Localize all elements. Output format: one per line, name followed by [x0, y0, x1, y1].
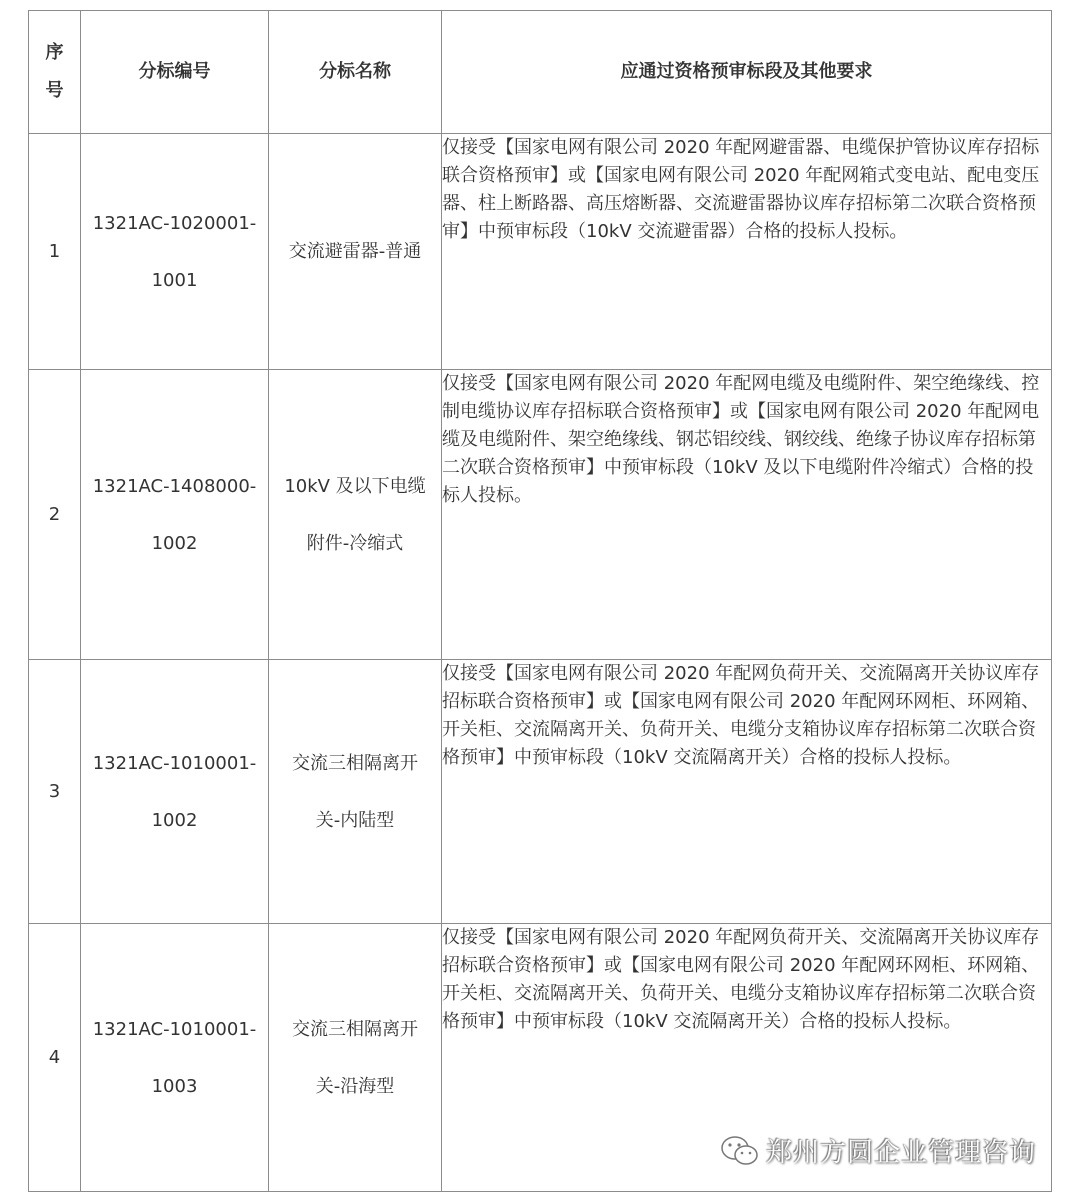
row-requirements: 仅接受【国家电网有限公司 2020 年配网负荷开关、交流隔离开关协议库存招标联合资格预审】或【国家电网有限公司 2020 年配网环网柜、环网箱、开关柜、交流隔离开关、负荷开关、电缆分支箱协议库存招标第二次联合资格预审】中预审标段（10kV 交流隔离开关）合格的投标人投标。: [442, 924, 1052, 1192]
header-requirements: 应通过资格预审标段及其他要求: [442, 11, 1052, 134]
row-name: 交流三相隔离开关-内陆型: [269, 660, 442, 924]
header-name: 分标名称: [269, 11, 442, 134]
bid-requirements-table: [28, 10, 1052, 1192]
row-seq: 2: [29, 370, 81, 660]
row-seq: 3: [29, 660, 81, 924]
row-requirements: 仅接受【国家电网有限公司 2020 年配网避雷器、电缆保护管协议库存招标联合资格预审】或【国家电网有限公司 2020 年配网箱式变电站、配电变压器、柱上断路器、高压熔断器、交流避雷器协议库存招标第二次联合资格预审】中预审标段（10kV 交流避雷器）合格的投标人投标。: [442, 134, 1052, 370]
publisher-watermark: [720, 1132, 1036, 1169]
row-seq: 4: [29, 924, 81, 1192]
row-code: 1321AC-1020001-1001: [81, 134, 269, 370]
watermark-text: 郑州方圆企业管理咨询: [766, 1138, 1037, 1168]
table-row: [29, 660, 1052, 924]
row-requirements: 仅接受【国家电网有限公司 2020 年配网电缆及电缆附件、架空绝缘线、控制电缆协议库存招标联合资格预审】或【国家电网有限公司 2020 年配网电缆及电缆附件、架空绝缘线、钢芯铝绞线、钢绞线、绝缘子协议库存招标第二次联合资格预审】中预审标段（10kV 及以下电缆附件冷缩式）合格的投标人投标。: [442, 370, 1052, 660]
table-header-row: [29, 11, 1052, 134]
row-requirements: 仅接受【国家电网有限公司 2020 年配网负荷开关、交流隔离开关协议库存招标联合资格预审】或【国家电网有限公司 2020 年配网环网柜、环网箱、开关柜、交流隔离开关、负荷开关、电缆分支箱协议库存招标第二次联合资格预审】中预审标段（10kV 交流隔离开关）合格的投标人投标。: [442, 660, 1052, 924]
table-row: [29, 134, 1052, 370]
row-name: 交流三相隔离开关-沿海型: [269, 924, 442, 1192]
row-seq: 1: [29, 134, 81, 370]
wechat-icon: [720, 1134, 760, 1168]
row-name: 10kV 及以下电缆附件-冷缩式: [269, 370, 442, 660]
row-code: 1321AC-1408000-1002: [81, 370, 269, 660]
row-name: 交流避雷器-普通: [269, 134, 442, 370]
header-seq: 序号: [29, 11, 81, 134]
row-code: 1321AC-1010001-1002: [81, 660, 269, 924]
header-code: 分标编号: [81, 11, 269, 134]
table-row: [29, 370, 1052, 660]
row-code: 1321AC-1010001-1003: [81, 924, 269, 1192]
